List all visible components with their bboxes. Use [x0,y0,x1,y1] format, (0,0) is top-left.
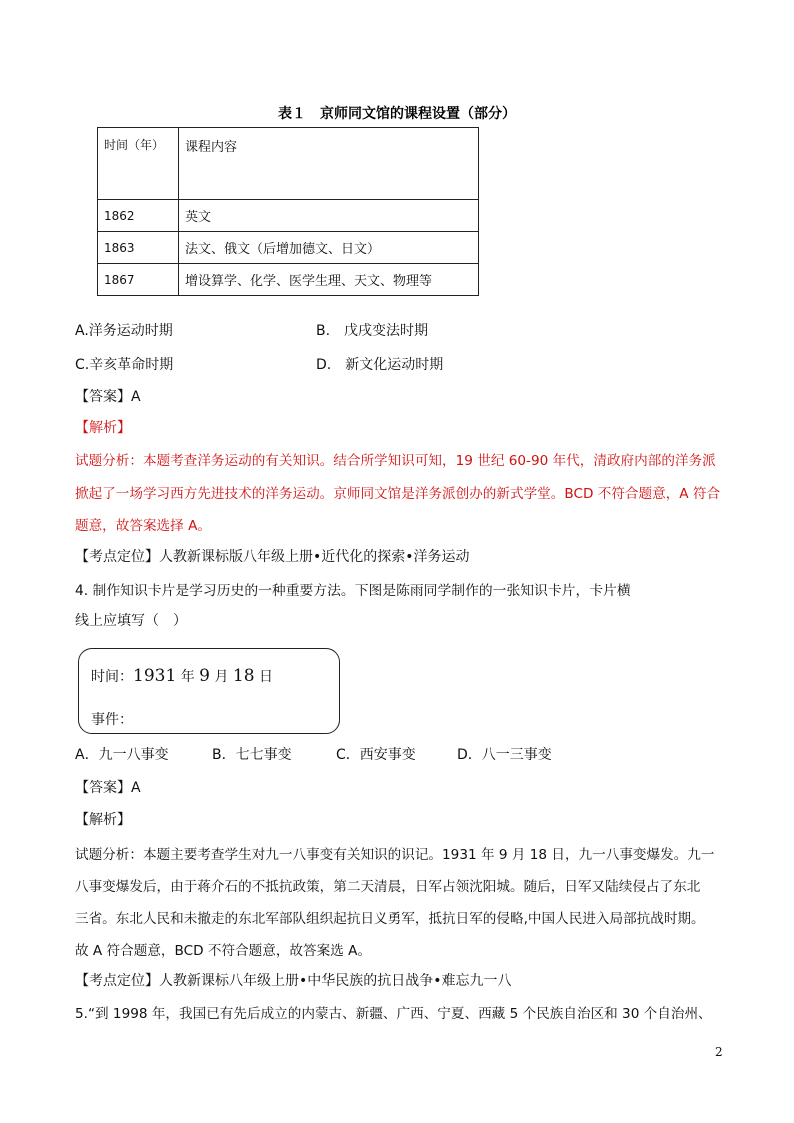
table-title: 表１ 京师同文馆的课程设置（部分） [278,106,516,122]
card-month: 9 [199,666,210,686]
q3-option-b: B. 戊戌变法时期 [316,323,429,339]
q4-option-c: C．西安事变 [336,747,416,763]
q3-option-c: C.辛亥革命时期 [75,357,174,373]
q4-question-line: 4. 制作知识卡片是学习历史的一种重要方法。下图是陈雨同学制作的一张知识卡片，卡片横 [75,583,631,599]
cell-year: 1862 [98,200,179,232]
header-year: 时间（年） [98,128,179,200]
cell-content: 增设算学、化学、医学生理、天文、物理等 [179,264,479,296]
card-year-unit: 年 [176,669,200,685]
card-year: 1931 [133,666,177,686]
q4-point: 【考点定位】人教新课标八年级上册•中华民族的抗日战争•难忘九一八 [75,973,512,989]
page-number: 2 [715,1045,723,1059]
q4-analysis-title: 【解析】 [75,812,131,828]
q4-option-d: D．八一三事变 [457,747,552,763]
card-time-label: 时间： [91,669,133,685]
q4-analysis-line: 八事变爆发后，由于蒋介石的不抵抗政策，第二天清晨，日军占领沈阳城。随后，日军又陆续侵占了东北 [75,879,701,895]
cell-content: 法文、俄文（后增加德文、日文） [179,232,479,264]
q3-analysis-title: 【解析】 [75,420,131,436]
table-row [98,200,479,232]
q5-question: 5.“到 1998 年，我国已有先后成立的内蒙古、新疆、广西、宁夏、西藏 5 个民族自治区和 30 个自治州、 [75,1006,712,1022]
q4-question-line: 线上应填写（ ） [75,613,187,629]
table-header-row [98,128,479,200]
header-content: 课程内容 [179,128,479,200]
q3-analysis-line: 掀起了一场学习西方先进技术的洋务运动。京师同文馆是洋务派创办的新式学堂。BCD 不符合题意，A 符合 [75,486,721,502]
table-row [98,232,479,264]
knowledge-card [78,648,340,734]
q3-analysis-line: 试题分析：本题考查洋务运动的有关知识。结合所学知识可知，19 世纪 60-90 年代，清政府内部的洋务派 [75,453,716,469]
q4-analysis-line: 三省。东北人民和未撤走的东北军部队组织起抗日义勇军，抵抗日军的侵略,中国人民进入局部抗战时期。 [75,911,705,927]
q3-point: 【考点定位】人教新课标版八年级上册•近代化的探索•洋务运动 [75,549,470,565]
cell-content: 英文 [179,200,479,232]
q3-option-a: A.洋务运动时期 [75,323,173,339]
cell-year: 1863 [98,232,179,264]
q4-option-a: A．九一八事变 [75,747,169,763]
cell-year: 1867 [98,264,179,296]
card-month-unit: 月 [210,669,233,685]
q3-option-d: D. 新文化运动时期 [316,357,444,373]
q4-analysis-line: 故 A 符合题意，BCD 不符合题意，故答案选 A。 [75,943,372,959]
card-event-label: 事件： [91,712,133,728]
q3-answer: 【答案】A [75,389,141,405]
q4-option-b: B．七七事变 [212,747,292,763]
card-day-unit: 日 [254,669,273,685]
card-day: 18 [232,666,255,686]
q4-answer: 【答案】A [75,780,141,796]
course-table [97,127,479,296]
table-row [98,264,479,296]
q4-analysis-line: 试题分析：本题主要考查学生对九一八事变有关知识的识记。1931 年 9 月 18 日，九一八事变爆发。九一 [75,847,715,863]
card-time-row [91,666,273,686]
q3-analysis-line: 题意，故答案选择 A。 [75,518,211,534]
